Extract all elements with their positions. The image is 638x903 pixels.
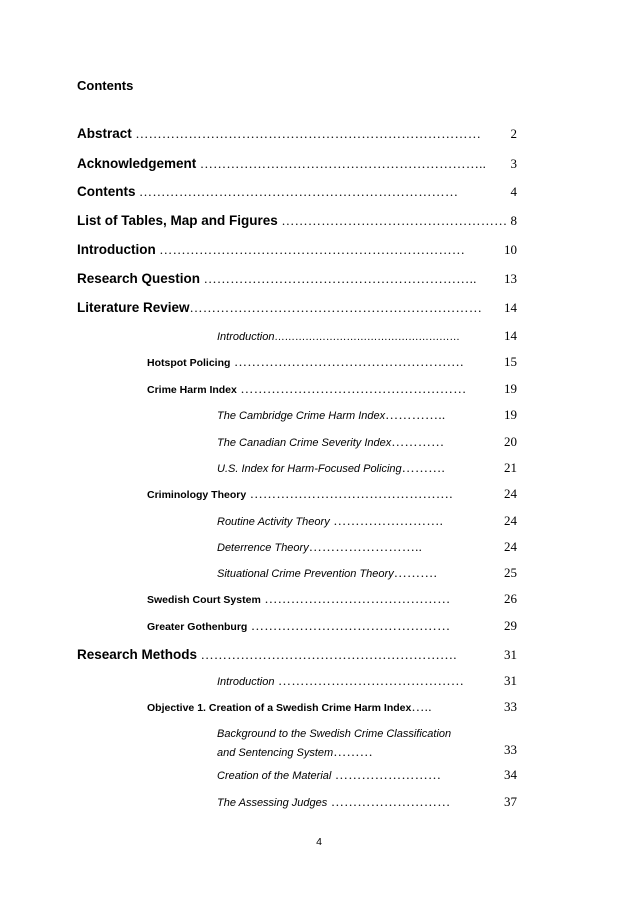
leader-dots: ………………………………………. (246, 486, 453, 501)
toc-entry-label: Research Question (77, 271, 201, 286)
toc-entry-cambridge-crime-harm-index[interactable] (0, 405, 638, 425)
toc-entry-deterrence-theory[interactable] (0, 537, 638, 557)
leader-dots: …………………………………………………………………… (131, 126, 482, 141)
leader-dots: …………………………………… (260, 591, 451, 606)
toc-entry-label: Greater Gothenburg (147, 621, 248, 633)
leader-dots: ………. (393, 565, 438, 580)
toc-page-number: 20 (504, 434, 517, 449)
toc-page-number: 24 (504, 513, 517, 528)
leader-dots: …………………………………………………….. (200, 271, 477, 286)
leader-dots: ……………………………………………………………… (135, 184, 459, 199)
toc-entry-canadian-crime-severity-index[interactable] (0, 432, 638, 452)
toc-entry-hotspot-policing[interactable] (0, 352, 638, 372)
toc-entry-label: Introduction (217, 331, 275, 343)
toc-entry-routine-activity-theory[interactable] (0, 511, 638, 531)
toc-entry-background-swedish-crime[interactable] (0, 724, 638, 758)
contents-heading: Contents (77, 78, 134, 93)
toc-entry-list-of-tables[interactable] (0, 211, 638, 231)
toc-entry-assessing-judges[interactable] (0, 792, 638, 812)
toc-page-number: 2 (510, 126, 517, 141)
leader-dots: ……………………………………………… (274, 332, 460, 343)
toc-entry-label: Background to the Swedish Crime Classification and Sentencing System (217, 728, 452, 759)
toc-entry-label: Literature Review (77, 300, 190, 315)
leader-dots: ……… (333, 744, 374, 759)
leader-dots: …………………………………………………………… (155, 242, 466, 257)
toc-entry-label: Crime Harm Index (147, 384, 237, 396)
leader-dots: ………………………………………………………… (189, 300, 483, 315)
toc-page-number: 10 (504, 242, 517, 257)
toc-entry-label: Criminology Theory (147, 489, 247, 501)
leader-dots: ……………………………………… (247, 618, 451, 633)
toc-page-number: 34 (504, 767, 517, 782)
toc-entry-label: Objective 1. Creation of a Swedish Crime Harm Index (147, 702, 412, 714)
toc-entry-literature-review[interactable] (0, 298, 638, 318)
toc-entry-label: Introduction (217, 676, 275, 688)
toc-entry-label: U.S. Index for Harm-Focused Policing (217, 463, 402, 475)
toc-entry-introduction[interactable] (0, 240, 638, 260)
leader-dots: …………………………………………… (236, 381, 467, 396)
toc-entry-abstract[interactable] (0, 124, 638, 144)
toc-page-number: 31 (504, 673, 517, 688)
leader-dots: ….. (411, 699, 432, 714)
toc-page-number: 14 (504, 328, 517, 343)
leader-dots: ……………………………………………. (230, 354, 464, 369)
toc-page-number: 24 (504, 486, 517, 501)
toc-entry-creation-of-material[interactable] (0, 765, 638, 785)
toc-entry-objective-1[interactable] (0, 697, 638, 717)
toc-page-number: 15 (504, 354, 517, 369)
toc-entry-label: Acknowledgement (77, 156, 197, 171)
toc-entry-label: Hotspot Policing (147, 357, 231, 369)
toc-page-number: 19 (504, 407, 517, 422)
toc-entry-methods-introduction[interactable] (0, 671, 638, 691)
leader-dots: ………….. (385, 407, 446, 422)
page-footer-number: 4 (316, 836, 322, 848)
leader-dots: …………………………………………… (277, 213, 508, 228)
toc-page-number: 14 (504, 300, 517, 315)
toc-entry-criminology-theory[interactable] (0, 484, 638, 504)
toc-entry-research-methods[interactable] (0, 645, 638, 665)
toc-page-number: 26 (504, 591, 517, 606)
toc-entry-lit-introduction[interactable] (0, 326, 638, 346)
toc-page-number: 13 (504, 271, 517, 286)
toc-entry-research-question[interactable] (0, 269, 638, 289)
toc-entry-acknowledgement[interactable] (0, 154, 638, 174)
toc-page-number: 37 (504, 794, 517, 809)
toc-page-number: 21 (504, 460, 517, 475)
toc-entry-label: Introduction (77, 242, 156, 257)
toc-entry-situational-crime-prevention[interactable] (0, 563, 638, 583)
toc-entry-label: Creation of the Material (217, 770, 332, 782)
toc-page-number: 25 (504, 565, 517, 580)
leader-dots: …………………… (331, 767, 442, 782)
leader-dots: ………. (401, 460, 446, 475)
toc-entry-label: Contents (77, 184, 136, 199)
leader-dots: ……………………… (327, 794, 451, 809)
toc-entry-label: The Canadian Crime Severity Index (217, 437, 392, 449)
toc-page-number: 33 (504, 699, 517, 714)
toc-entry-us-index-harm-focused-policing[interactable] (0, 458, 638, 478)
toc-entry-swedish-court-system[interactable] (0, 589, 638, 609)
toc-page-number: 19 (504, 381, 517, 396)
leader-dots: …………………………………………………. (197, 647, 457, 662)
toc-page-number: 24 (504, 539, 517, 554)
toc-page-number: 3 (510, 156, 517, 171)
leader-dots: ……………………………………………………….. (196, 156, 487, 171)
toc-page-number: 29 (504, 618, 517, 633)
toc-entry-contents[interactable] (0, 182, 638, 202)
toc-entry-greater-gothenburg[interactable] (0, 616, 638, 636)
toc-entry-label: The Cambridge Crime Harm Index (217, 410, 386, 422)
toc-entry-label: Routine Activity Theory (217, 516, 330, 528)
leader-dots: ………… (391, 434, 445, 449)
toc-page-number: 8 (510, 213, 517, 228)
toc-page-number: 4 (510, 184, 517, 199)
toc-entry-crime-harm-index[interactable] (0, 379, 638, 399)
toc-entry-label: The Assessing Judges (217, 797, 328, 809)
toc-page-number: 31 (504, 647, 517, 662)
leader-dots: …………………….. (308, 539, 423, 554)
toc-entry-label: Abstract (77, 126, 132, 141)
toc-entry-label: Deterrence Theory (217, 542, 309, 554)
toc-page-number: 33 (504, 742, 517, 757)
toc-entry-label: Research Methods (77, 647, 198, 662)
toc-entry-label: Swedish Court System (147, 594, 261, 606)
toc-entry-label: Situational Crime Prevention Theory (217, 568, 394, 580)
leader-dots: …………………………………… (274, 673, 465, 688)
toc-entry-label: List of Tables, Map and Figures (77, 213, 278, 228)
leader-dots: ……………………. (329, 513, 444, 528)
